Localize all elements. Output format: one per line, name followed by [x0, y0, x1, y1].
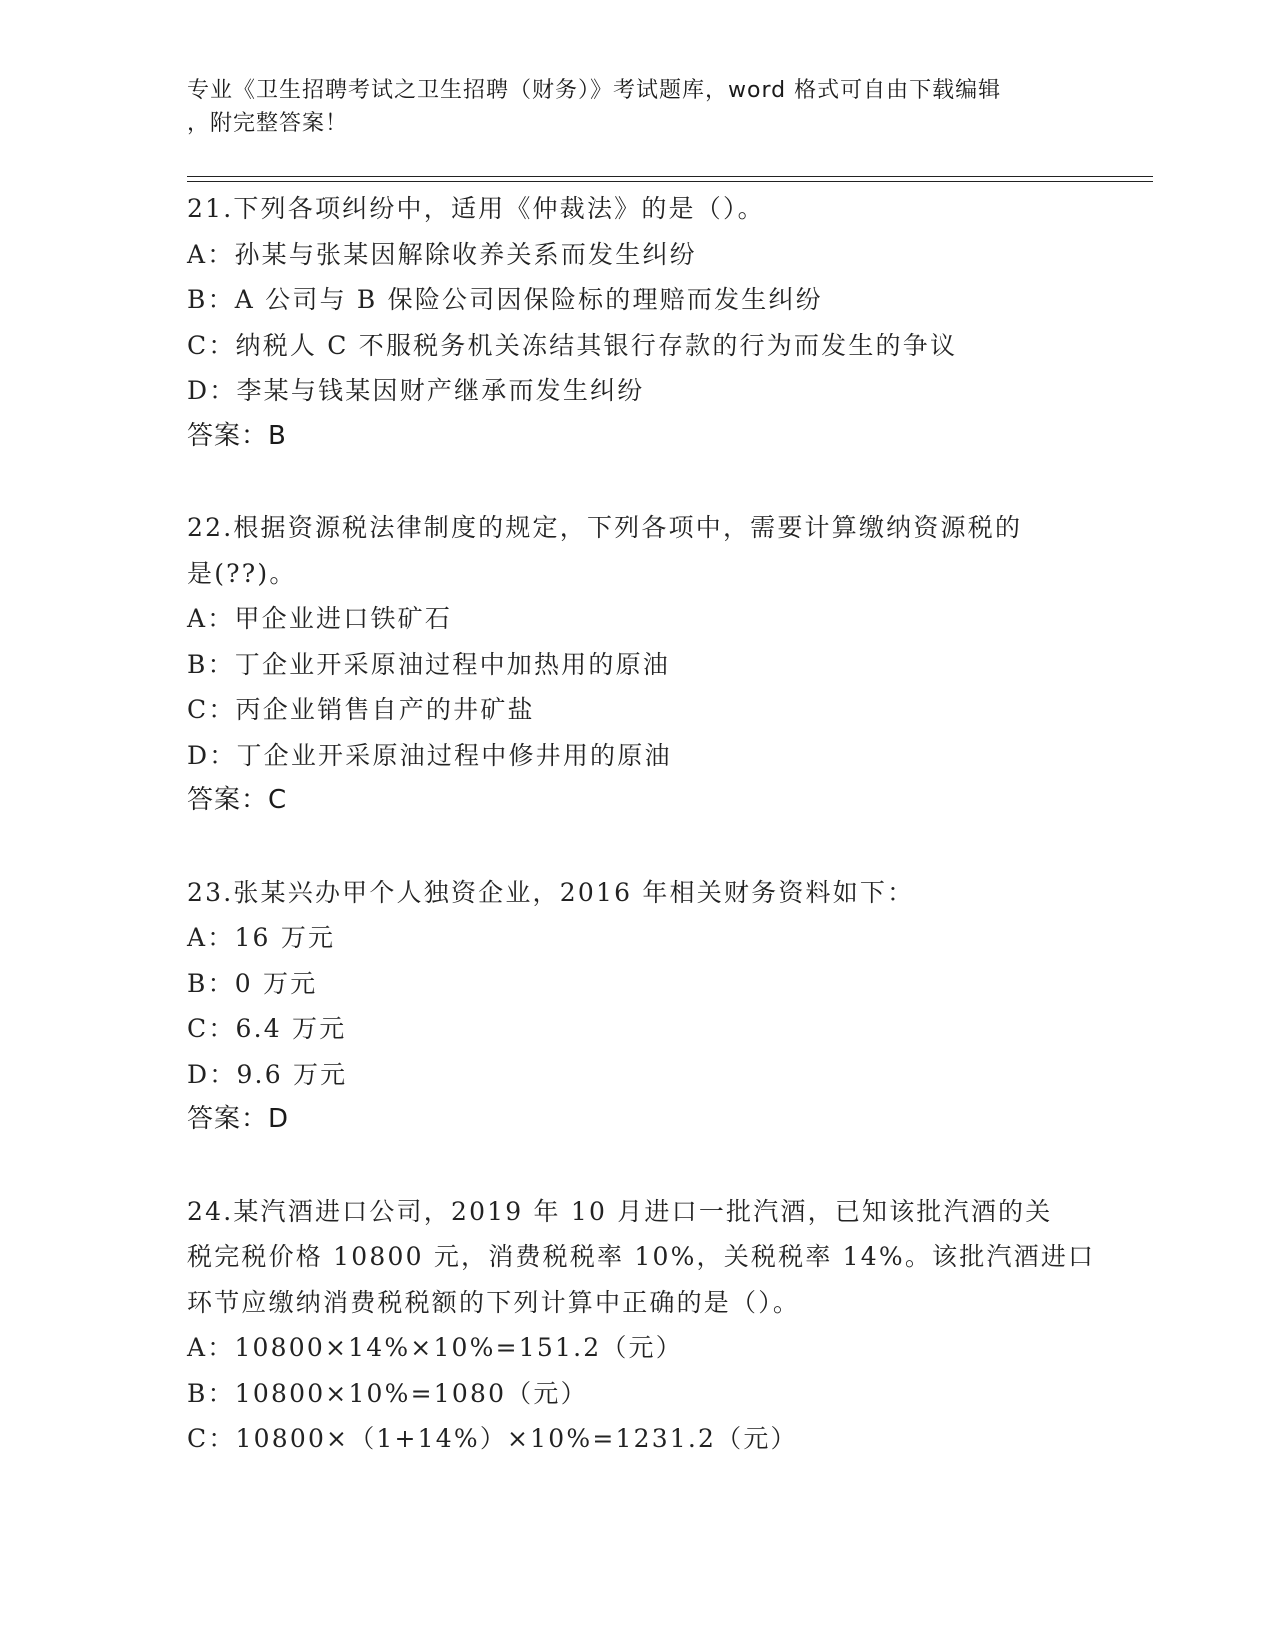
option-b: B：丁企业开采原油过程中加热用的原油 [187, 649, 670, 679]
option-c: C：纳税人 C 不服税务机关冻结其银行存款的行为而发生的争议 [187, 330, 958, 360]
option-b: B：10800×10%=1080（元） [187, 1378, 588, 1408]
header-rule-top [187, 176, 1153, 177]
option-d: D：丁企业开采原油过程中修井用的原油 [187, 740, 672, 770]
question-21 [187, 186, 1087, 459]
question-stem: 24.某汽酒进口公司，2019 年 10 月进口一批汽酒，已知该批汽酒的关 [187, 1196, 1053, 1226]
answer-label: 答案：D [187, 1104, 290, 1134]
header-rule-bottom [187, 181, 1153, 182]
header-line-2: ，附完整答案！ [187, 111, 349, 136]
question-list [187, 186, 1096, 1462]
question-23 [187, 870, 1087, 1143]
document-header [187, 74, 1067, 140]
spacer [187, 459, 1087, 505]
question-stem-continued: 环节应缴纳消费税税额的下列计算中正确的是（）。 [187, 1287, 801, 1317]
answer-label: 答案：B [187, 420, 287, 451]
option-b: B：A 公司与 B 保险公司因保险标的理赔而发生纠纷 [187, 285, 823, 314]
option-c: C：10800×（1+14%）×10%=1231.2（元） [187, 1424, 798, 1453]
question-stem: 21.下列各项纠纷中，适用《仲裁法》的是（）。 [187, 194, 765, 223]
option-c: C：丙企业销售自产的井矿盐 [187, 695, 535, 724]
spacer [187, 1143, 1087, 1189]
question-stem: 22.根据资源税法律制度的规定，下列各项中，需要计算缴纳资源税的 [187, 513, 1023, 542]
question-stem: 23.张某兴办甲个人独资企业，2016 年相关财务资料如下： [187, 877, 915, 907]
question-stem-continued: 是(??)。 [187, 558, 297, 588]
option-d: D：9.6 万元 [187, 1059, 348, 1089]
option-a: A：甲企业进口铁矿石 [187, 604, 453, 633]
option-b: B：0 万元 [187, 968, 318, 998]
option-c: C：6.4 万元 [187, 1014, 347, 1043]
header-line-1: 专业《卫生招聘考试之卫生招聘（财务）》考试题库，word 格式可自由下载编辑 [187, 78, 1002, 103]
option-a: A：孙某与张某因解除收养关系而发生纠纷 [187, 239, 697, 269]
question-stem-continued: 税完税价格 10800 元，消费税税率 10%，关税税率 14%。该批汽酒进口 [187, 1242, 1096, 1271]
answer-label: 答案：C [187, 785, 288, 815]
question-24 [187, 1189, 1096, 1462]
option-d: D：李某与钱某因财产继承而发生纠纷 [187, 376, 645, 405]
option-a: A：16 万元 [187, 923, 336, 952]
spacer [187, 824, 1087, 870]
question-22 [187, 505, 1087, 824]
option-a: A：10800×14%×10%=151.2（元） [187, 1333, 683, 1362]
